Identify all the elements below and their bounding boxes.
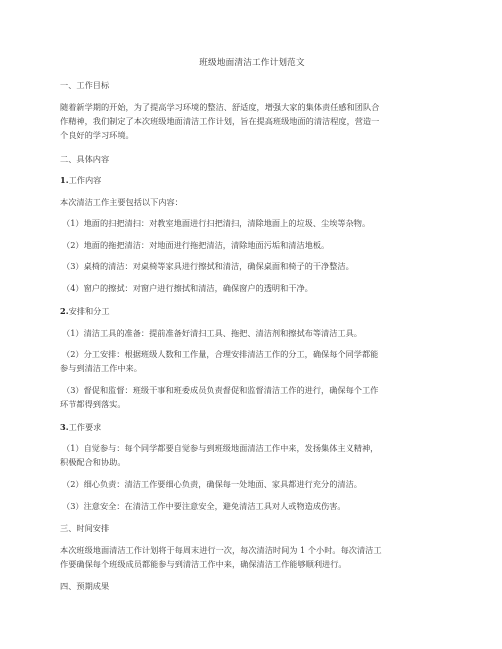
subheading-requirements	[60, 421, 101, 433]
subheading-work-content	[60, 174, 101, 186]
list-item: （1）地面的扫把清扫：对教室地面进行扫把清扫，清除地面上的垃圾、尘埃等杂物。	[62, 218, 371, 228]
list-item-continuation: 环节都得到落实。	[60, 399, 126, 409]
paragraph-line: 个良好的学习环境。	[60, 130, 134, 140]
paragraph-line: 作精神，我们制定了本次班级地面清洁工作计划，旨在提高班级地面的清洁程度，营造一	[60, 116, 380, 126]
section-heading-goals: 一、工作目标	[60, 80, 110, 90]
list-item-continuation: 积极配合和协助。	[60, 457, 126, 467]
list-item: （2）细心负责：清洁工作要细心负责，确保每一处地面、家具都进行充分的清洁。	[62, 479, 362, 489]
list-item: （3）注意安全：在清洁工作中要注意安全，避免清洁工具对人或物造成伤害。	[62, 501, 346, 511]
list-item: （2）分工安排：根据班级人数和工作量，合理安排清洁工作的分工，确保每个同学都能	[62, 349, 379, 359]
list-item: （4）窗户的擦拭：对窗户进行擦拭和清洁，确保窗户的透明和干净。	[62, 283, 313, 293]
list-item-continuation: 参与到清洁工作中来。	[60, 363, 142, 373]
subheading-arrangement	[60, 305, 110, 317]
subheading-number: 3.	[60, 422, 69, 432]
paragraph-line: 本次班级地面清洁工作计划将于每周末进行一次，每次清洁时间为 1 个小时。每次清洁工	[60, 545, 382, 555]
list-item: （3）桌椅的清洁：对桌椅等家具进行擦拭和清洁，确保桌面和椅子的干净整洁。	[62, 261, 354, 271]
list-item: （2）地面的拖把清洁：对地面进行拖把清洁，清除地面污垢和清洁地板。	[62, 240, 330, 250]
section-heading-content: 二、具体内容	[60, 154, 110, 164]
section-heading-outcomes: 四、预期成果	[60, 581, 110, 591]
document-title: 班级地面清洁工作计划范文	[199, 58, 305, 68]
list-item: （1）自觉参与：每个同学都要自觉参与到班级地面清洁工作中来，发扬集体主义精神，	[62, 443, 379, 453]
subheading-number: 1.	[60, 175, 69, 185]
paragraph-line: 作要确保每个班级成员都能参与到清洁工作中来，确保清洁工作能够顺利进行。	[60, 559, 347, 569]
paragraph-line: 本次清洁工作主要包括以下内容：	[60, 197, 183, 207]
list-item: （1）清洁工具的准备：提前准备好清扫工具、拖把、清洁剂和擦拭布等清洁工具。	[62, 328, 362, 338]
subheading-text: 安排和分工	[68, 306, 110, 316]
subheading-text: 工作要求	[68, 422, 102, 432]
list-item: （3）督促和监督：班级干事和班委成员负责督促和监督清洁工作的进行，确保每个工作	[62, 385, 379, 395]
section-heading-schedule: 三、时间安排	[60, 523, 110, 533]
subheading-number: 2.	[60, 306, 69, 316]
subheading-text: 工作内容	[68, 175, 102, 185]
paragraph-line: 随着新学期的开始，为了提高学习环境的整洁、舒适度，增强大家的集体责任感和团队合	[60, 102, 380, 112]
